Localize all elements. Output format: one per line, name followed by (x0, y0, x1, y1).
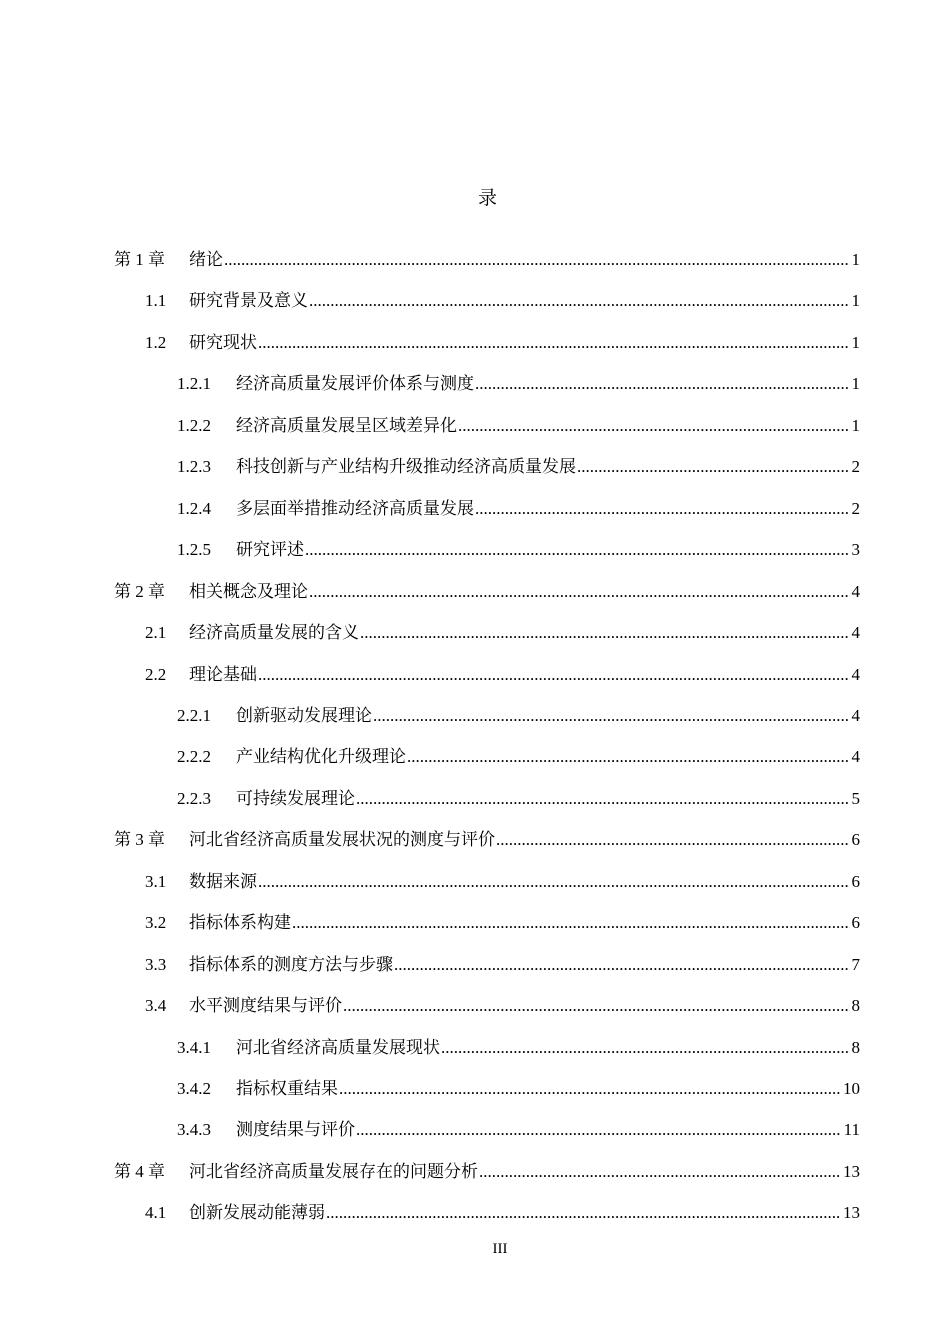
toc-entry-page: 4 (851, 582, 860, 601)
toc-entry[interactable] (0, 1117, 950, 1143)
toc-entry-title: 相关概念及理论 (189, 582, 308, 601)
toc-leader-dots (339, 1076, 841, 1102)
toc-entry-number: 3.4.2 (177, 1079, 211, 1098)
toc-entry-page: 4 (851, 747, 860, 766)
toc-leader-dots (258, 662, 850, 688)
toc-entry-number: 1.2.4 (177, 499, 211, 518)
toc-entry-page: 11 (843, 1120, 860, 1139)
toc-entry-number: 1.2.1 (177, 374, 211, 393)
toc-entry-title: 指标权重结果 (236, 1079, 338, 1098)
toc-entry-number: 3.3 (145, 955, 167, 974)
toc-entry-number: 3.4.3 (177, 1120, 211, 1139)
toc-entry-page: 6 (851, 872, 860, 891)
toc-entry-page: 1 (851, 291, 860, 310)
toc-entry-number: 第 3 章 (114, 830, 165, 849)
toc-leader-dots (309, 579, 850, 605)
toc-entry-number: 3.1 (145, 872, 167, 891)
toc-entry-page: 3 (851, 540, 860, 559)
toc-entry-title: 科技创新与产业结构升级推动经济高质量发展 (236, 457, 576, 476)
toc-entry-title: 经济高质量发展的含义 (189, 623, 359, 642)
toc-entry-number: 2.2.3 (177, 789, 211, 808)
toc-entry-title: 研究背景及意义 (189, 291, 308, 310)
toc-entry-number: 3.4.1 (177, 1038, 211, 1057)
toc-entry[interactable] (0, 1035, 950, 1061)
toc-entry[interactable] (0, 371, 950, 397)
toc-leader-dots (305, 537, 850, 563)
toc-leader-dots (356, 786, 850, 812)
toc-entry[interactable] (0, 827, 950, 853)
toc-entry-title: 指标体系构建 (189, 913, 291, 932)
toc-entry[interactable] (0, 330, 950, 356)
toc-entry-page: 1 (851, 250, 860, 269)
toc-leader-dots (394, 952, 850, 978)
toc-entry-number: 1.2.3 (177, 457, 211, 476)
toc-entry-page: 1 (851, 416, 860, 435)
toc-entry-title: 产业结构优化升级理论 (236, 747, 406, 766)
toc-entry[interactable] (0, 496, 950, 522)
toc-entry[interactable] (0, 662, 950, 688)
toc-entry[interactable] (0, 288, 950, 314)
toc-leader-dots (373, 703, 850, 729)
toc-leader-dots (475, 496, 850, 522)
toc-entry-title: 研究评述 (236, 540, 304, 559)
toc-entry-number: 第 1 章 (114, 250, 165, 269)
toc-entry-title: 水平测度结果与评价 (189, 996, 342, 1015)
toc-leader-dots (479, 1159, 841, 1185)
toc-entry[interactable] (0, 1200, 950, 1226)
toc-entry-number: 1.1 (145, 291, 167, 310)
toc-entry[interactable] (0, 910, 950, 936)
toc-leader-dots (309, 288, 850, 314)
toc-entry-page: 8 (851, 1038, 860, 1057)
toc-entry-number: 3.4 (145, 996, 167, 1015)
toc-entry-number: 第 4 章 (114, 1162, 165, 1181)
toc-title: 录 (477, 188, 497, 209)
toc-entry-title: 理论基础 (189, 665, 257, 684)
toc-entry-page: 4 (851, 706, 860, 725)
toc-entry-page: 2 (851, 457, 860, 476)
toc-entry[interactable] (0, 247, 950, 273)
toc-entry-number: 2.2.1 (177, 706, 211, 725)
toc-entry-title: 河北省经济高质量发展存在的问题分析 (189, 1162, 478, 1181)
toc-entry[interactable] (0, 786, 950, 812)
toc-entry-page: 5 (851, 789, 860, 808)
toc-entry-page: 13 (843, 1162, 860, 1181)
toc-entry[interactable] (0, 537, 950, 563)
toc-entry-number: 1.2 (145, 333, 167, 352)
toc-entry-page: 13 (843, 1203, 860, 1222)
toc-leader-dots (292, 910, 850, 936)
toc-entry[interactable] (0, 993, 950, 1019)
toc-entry-page: 4 (851, 665, 860, 684)
toc-entry-page: 4 (851, 623, 860, 642)
toc-leader-dots (496, 827, 850, 853)
toc-leader-dots (258, 869, 850, 895)
toc-leader-dots (326, 1200, 841, 1226)
toc-leader-dots (458, 413, 850, 439)
toc-entry-title: 河北省经济高质量发展现状 (236, 1038, 440, 1057)
toc-entry-title: 绪论 (189, 250, 223, 269)
toc-entry-title: 可持续发展理论 (236, 789, 355, 808)
toc-entry-number: 2.2.2 (177, 747, 211, 766)
toc-entry-number: 1.2.5 (177, 540, 211, 559)
toc-entry-number: 3.2 (145, 913, 167, 932)
toc-entry-title: 创新驱动发展理论 (236, 706, 372, 725)
toc-leader-dots (343, 993, 850, 1019)
toc-entry-title: 指标体系的测度方法与步骤 (189, 955, 393, 974)
toc-entry-page: 10 (843, 1079, 860, 1098)
toc-entry-number: 2.1 (145, 623, 167, 642)
toc-leader-dots (224, 247, 850, 273)
toc-entry-page: 6 (851, 830, 860, 849)
toc-leader-dots (407, 744, 850, 770)
toc-entry[interactable] (0, 1076, 950, 1102)
toc-entry[interactable] (0, 579, 950, 605)
toc-entry-page: 6 (851, 913, 860, 932)
toc-entry-title: 河北省经济高质量发展状况的测度与评价 (189, 830, 495, 849)
toc-entry-title: 多层面举措推动经济高质量发展 (236, 499, 474, 518)
toc-entry[interactable] (0, 454, 950, 480)
page-number: III (492, 1241, 508, 1257)
toc-leader-dots (577, 454, 850, 480)
toc-entry[interactable] (0, 1159, 950, 1185)
toc-leader-dots (356, 1117, 841, 1143)
toc-entry-title: 研究现状 (189, 333, 257, 352)
toc-entry-title: 数据来源 (189, 872, 257, 891)
toc-entry[interactable] (0, 744, 950, 770)
toc-leader-dots (475, 371, 850, 397)
toc-entry[interactable] (0, 620, 950, 646)
toc-leader-dots (441, 1035, 850, 1061)
toc-entry-page: 1 (851, 333, 860, 352)
toc-entry-title: 创新发展动能薄弱 (189, 1203, 325, 1222)
toc-leader-dots (258, 330, 850, 356)
toc-entry-number: 4.1 (145, 1203, 167, 1222)
toc-entry[interactable] (0, 869, 950, 895)
toc-entry-page: 7 (851, 955, 860, 974)
toc-entry-title: 测度结果与评价 (236, 1120, 355, 1139)
toc-entry-number: 2.2 (145, 665, 167, 684)
toc-entry-title: 经济高质量发展评价体系与测度 (236, 374, 474, 393)
toc-entry-page: 2 (851, 499, 860, 518)
toc-entry[interactable] (0, 703, 950, 729)
toc-entry[interactable] (0, 952, 950, 978)
toc-leader-dots (360, 620, 850, 646)
toc-entry[interactable] (0, 413, 950, 439)
toc-entry-number: 第 2 章 (114, 582, 165, 601)
toc-entry-number: 1.2.2 (177, 416, 211, 435)
toc-entry-page: 1 (851, 374, 860, 393)
toc-entry-page: 8 (851, 996, 860, 1015)
toc-entry-title: 经济高质量发展呈区域差异化 (236, 416, 457, 435)
